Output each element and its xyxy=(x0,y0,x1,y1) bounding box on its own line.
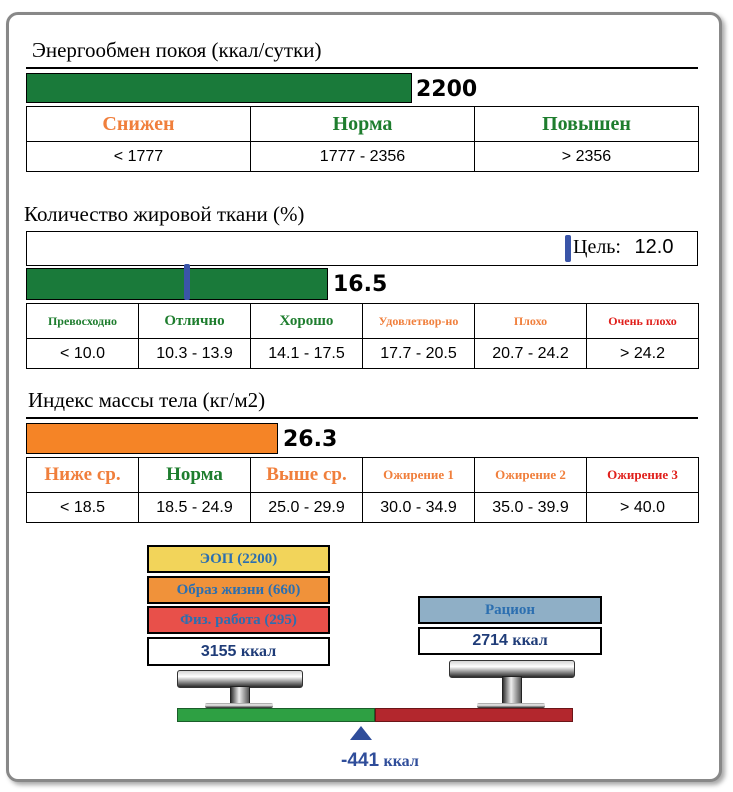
pointer-triangle-icon xyxy=(350,726,372,740)
fat-range-table xyxy=(26,303,699,369)
bmr-title: Энергообмен покоя (ккал/сутки) xyxy=(32,38,322,62)
fat-range-2: 10.3 - 13.9 xyxy=(139,339,251,369)
bmr-value-bar xyxy=(26,73,412,103)
fat-category-6: Очень плохо xyxy=(587,304,699,339)
bmi-range-2: 18.5 - 24.9 xyxy=(139,493,251,523)
fat-target-bar xyxy=(26,231,698,266)
bmr-range-1: < 1777 xyxy=(27,142,251,172)
bmi-range-table xyxy=(26,457,699,523)
bmi-title-underline xyxy=(26,417,698,419)
beam-red xyxy=(375,708,573,722)
target-marker-icon xyxy=(565,235,571,262)
fat-value: 16.5 xyxy=(333,272,388,297)
left-item-box-1: ЭОП (2200) xyxy=(147,545,330,573)
bmr-value: 2200 xyxy=(416,77,478,102)
fat-range-4: 17.7 - 20.5 xyxy=(363,339,475,369)
fat-range-6: > 24.2 xyxy=(587,339,699,369)
bmi-category-2: Норма xyxy=(139,458,251,493)
bmi-range-6: > 40.0 xyxy=(587,493,699,523)
diff-value xyxy=(341,750,419,772)
bmi-category-4: Ожирение 1 xyxy=(363,458,475,493)
bmr-category-2: Норма xyxy=(251,107,475,142)
bmi-category-6: Ожирение 3 xyxy=(587,458,699,493)
right-item-box xyxy=(418,596,602,624)
bmi-category-3: Выше ср. xyxy=(251,458,363,493)
bmr-title-underline xyxy=(26,67,698,69)
diff-unit: ккал xyxy=(383,753,419,770)
bmr-range-3: > 2356 xyxy=(475,142,699,172)
bmi-category-1: Ниже ср. xyxy=(27,458,139,493)
left-item-box-3: Физ. работа (295) xyxy=(147,606,330,634)
bmi-range-5: 35.0 - 39.9 xyxy=(475,493,587,523)
fat-target-value: 12.0 xyxy=(634,236,674,258)
bmi-range-1: < 18.5 xyxy=(27,493,139,523)
fat-category-4: Удовлетвор-но xyxy=(363,304,475,339)
bmi-range-3: 25.0 - 29.9 xyxy=(251,493,363,523)
fat-range-1: < 10.0 xyxy=(27,339,139,369)
diff-num: -441 xyxy=(341,750,380,771)
right-total-box xyxy=(418,627,602,655)
fat-value-bar xyxy=(26,268,328,300)
fat-range-5: 20.7 - 24.2 xyxy=(475,339,587,369)
bmi-value: 26.3 xyxy=(283,427,338,452)
bmr-category-3: Повышен xyxy=(475,107,699,142)
left-total-num: 3155 xyxy=(200,643,237,660)
fat-target-marker xyxy=(184,264,190,300)
fat-target xyxy=(573,236,673,259)
fat-category-5: Плохо xyxy=(475,304,587,339)
right-total-unit: ккал xyxy=(512,632,548,649)
beam-green xyxy=(177,708,375,722)
right-item-label: Рацион xyxy=(484,602,536,618)
right-total-num: 2714 xyxy=(472,632,508,649)
bmi-title: Индекс массы тела (кг/м2) xyxy=(28,388,266,412)
bmi-range-4: 30.0 - 34.9 xyxy=(363,493,475,523)
fat-range-3: 14.1 - 17.5 xyxy=(251,339,363,369)
left-total-box xyxy=(147,637,330,666)
left-total-unit: ккал xyxy=(240,643,277,660)
left-item-box-2: Образ жизни (660) xyxy=(147,576,330,604)
bmr-range-2: 1777 - 2356 xyxy=(251,142,475,172)
fat-category-1: Превосходно xyxy=(27,304,139,339)
bmr-range-table xyxy=(26,106,699,172)
fat-category-3: Хорошо xyxy=(251,304,363,339)
right-pan-stem xyxy=(502,676,522,706)
fat-title: Количество жировой ткани (%) xyxy=(24,202,305,226)
bmi-category-5: Ожирение 2 xyxy=(475,458,587,493)
fat-target-label: Цель: xyxy=(573,236,621,258)
bmr-category-1: Снижен xyxy=(27,107,251,142)
fat-category-2: Отлично xyxy=(139,304,251,339)
bmi-value-bar xyxy=(26,423,278,454)
